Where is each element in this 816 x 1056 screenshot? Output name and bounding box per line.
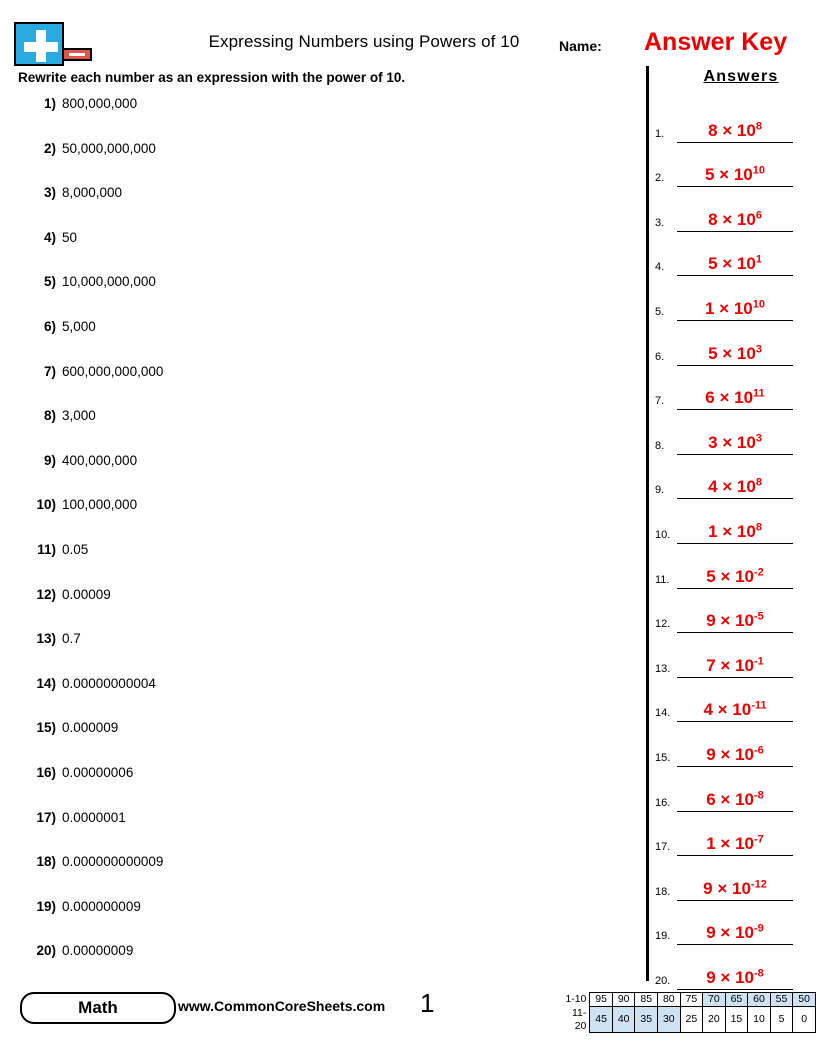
question-text: 0.000009 — [62, 720, 119, 736]
question-row — [22, 96, 632, 141]
answer-row — [655, 372, 805, 417]
question-text: 0.00000009 — [62, 943, 134, 959]
answers-list — [655, 104, 805, 996]
answer-number: 2. — [655, 172, 665, 185]
answer-value: $1 \times 10^8$ — [708, 521, 762, 541]
answer-number: 8. — [655, 439, 665, 452]
question-row — [22, 453, 632, 498]
score-cell: 60 — [748, 993, 771, 1007]
answer-row — [655, 639, 805, 684]
answer-number: 16. — [655, 796, 671, 809]
answer-number: 1. — [655, 127, 665, 140]
answer-number: 6. — [655, 350, 665, 363]
question-text: 400,000,000 — [62, 452, 138, 468]
subject-badge — [20, 992, 176, 1024]
question-row — [22, 408, 632, 453]
score-row-label: 1-10 — [565, 993, 587, 1005]
score-cell: 85 — [635, 993, 658, 1007]
question-number: 5) — [43, 274, 56, 290]
question-number: 2) — [43, 140, 56, 156]
name-label: Name: — [559, 38, 602, 54]
answer-row — [655, 104, 805, 149]
score-cell: 65 — [725, 993, 748, 1007]
answer-value: $5 \times 10^{-2}$ — [706, 565, 764, 586]
score-cell: 40 — [612, 1007, 635, 1033]
answer-row — [655, 907, 805, 952]
logo-minus-icon — [62, 48, 92, 61]
commoncoresheets-logo-icon — [14, 22, 92, 66]
score-cell: 20 — [703, 1007, 726, 1033]
question-row — [22, 810, 632, 855]
question-row — [22, 854, 632, 899]
question-text: 0.00009 — [62, 586, 111, 602]
score-cell: 35 — [635, 1007, 658, 1033]
answer-row — [655, 684, 805, 729]
question-number: 6) — [43, 318, 56, 334]
score-row-2 — [560, 1007, 816, 1033]
question-number: 10) — [36, 497, 56, 513]
score-cell: 90 — [612, 993, 635, 1007]
answer-number: 9. — [655, 484, 665, 497]
question-text: 3,000 — [62, 408, 96, 424]
question-number: 4) — [43, 229, 56, 245]
logo-square — [14, 22, 64, 66]
answer-number: 4. — [655, 261, 665, 274]
answer-row — [655, 550, 805, 595]
score-cell: 45 — [590, 1007, 613, 1033]
answer-number: 10. — [655, 528, 671, 541]
answer-row — [655, 282, 805, 327]
answer-value: $9 \times 10^{-6}$ — [706, 744, 764, 764]
answer-value: $3 \times 10^3$ — [708, 432, 762, 452]
answer-number: 15. — [655, 751, 671, 764]
answer-value: $9 \times 10^{-9}$ — [706, 922, 764, 943]
answer-number: 20. — [655, 974, 671, 987]
question-row — [22, 542, 632, 587]
page-title: Expressing Numbers using Powers of 10 — [208, 32, 520, 51]
question-text: 100,000,000 — [62, 497, 138, 513]
answer-number: 7. — [655, 395, 665, 408]
answer-number: 14. — [655, 707, 671, 720]
question-row — [22, 319, 632, 364]
question-row — [22, 230, 632, 275]
question-number: 12) — [36, 586, 56, 602]
answer-value: $4 \times 10^{-11}$ — [703, 699, 767, 720]
question-text: 0.05 — [62, 541, 89, 557]
score-cell: 10 — [748, 1007, 771, 1033]
question-row — [22, 141, 632, 186]
answer-number: 13. — [655, 662, 671, 675]
question-number: 15) — [36, 720, 56, 736]
footer — [0, 990, 816, 1050]
answer-value: $8 \times 10^6$ — [708, 209, 762, 229]
question-text: 0.00000000004 — [62, 675, 156, 691]
answer-value: $8 \times 10^8$ — [708, 119, 762, 140]
answer-row — [655, 773, 805, 818]
question-number: 9) — [43, 452, 56, 468]
question-row — [22, 899, 632, 944]
logo-plus-horizontal — [24, 42, 58, 52]
website-url: www.CommonCoreSheets.com — [178, 998, 386, 1014]
answer-value: $9 \times 10^{-8}$ — [706, 967, 764, 987]
column-divider — [646, 66, 649, 981]
answer-value: $5 \times 10^3$ — [708, 342, 762, 363]
question-number: 19) — [36, 898, 56, 914]
score-cell: 55 — [770, 993, 793, 1007]
answer-row — [655, 327, 805, 372]
answer-value: $6 \times 10^{11}$ — [705, 387, 765, 408]
question-number: 13) — [36, 631, 56, 647]
question-text: 0.00000006 — [62, 764, 134, 780]
score-cell: 25 — [680, 1007, 703, 1033]
answer-value: $5 \times 10^1$ — [708, 253, 762, 274]
question-text: 10,000,000,000 — [62, 274, 156, 290]
question-number: 17) — [36, 809, 56, 825]
question-row — [22, 631, 632, 676]
answer-row — [655, 461, 805, 506]
question-row — [22, 720, 632, 765]
answer-row — [655, 193, 805, 238]
question-number: 8) — [43, 408, 56, 424]
question-text: 8,000,000 — [62, 185, 123, 201]
score-cell: 95 — [590, 993, 613, 1007]
question-text: 800,000,000 — [62, 96, 138, 111]
score-cell: 70 — [703, 993, 726, 1007]
answer-value: $5 \times 10^{10}$ — [705, 164, 765, 185]
question-number: 7) — [43, 363, 56, 379]
question-number: 3) — [43, 185, 56, 201]
score-cell: 0 — [793, 1007, 816, 1033]
answer-row — [655, 728, 805, 773]
answer-number: 17. — [655, 841, 671, 854]
question-row — [22, 364, 632, 409]
subject-label: Math — [78, 998, 118, 1017]
question-row — [22, 587, 632, 632]
answers-heading: Answers — [703, 68, 779, 85]
instructions: Rewrite each number as an expression with the power of 10. — [18, 70, 406, 85]
score-cell: 30 — [658, 1007, 681, 1033]
question-row — [22, 497, 632, 542]
answer-value: $1 \times 10^{10}$ — [705, 298, 765, 318]
question-text: 0.000000009 — [62, 898, 141, 914]
answer-row — [655, 818, 805, 863]
answer-value: $9 \times 10^{-12}$ — [703, 878, 767, 898]
question-text: 600,000,000,000 — [62, 363, 164, 379]
question-number: 11) — [37, 541, 56, 557]
question-row — [22, 943, 632, 988]
answer-number: 12. — [655, 618, 671, 631]
question-text: 5,000 — [62, 318, 96, 334]
score-row-1 — [560, 993, 816, 1007]
question-number: 18) — [36, 854, 56, 870]
answer-value: $6 \times 10^{-8}$ — [706, 788, 764, 809]
answer-row — [655, 149, 805, 194]
answer-value: $9 \times 10^{-5}$ — [706, 610, 764, 631]
answer-number: 11. — [655, 573, 670, 586]
question-number: 16) — [36, 764, 56, 780]
answer-number: 18. — [655, 885, 671, 898]
answer-value: $1 \times 10^{-7}$ — [706, 833, 764, 854]
page-number: 1 — [420, 988, 435, 1018]
question-text: 0.7 — [62, 631, 81, 647]
question-number: 14) — [36, 675, 56, 691]
score-cell: 15 — [725, 1007, 748, 1033]
answer-number: 3. — [655, 216, 665, 229]
question-text: 0.0000001 — [62, 809, 126, 825]
question-text: 50,000,000,000 — [62, 140, 156, 156]
answer-number: 5. — [655, 305, 665, 318]
question-row — [22, 765, 632, 810]
score-table — [560, 992, 816, 1033]
question-row — [22, 185, 632, 230]
answer-row — [655, 595, 805, 640]
questions-list — [22, 96, 632, 988]
score-cell: 5 — [770, 1007, 793, 1033]
answer-row — [655, 416, 805, 461]
header — [14, 22, 802, 66]
question-text: 0.000000000009 — [62, 854, 164, 870]
answer-row — [655, 505, 805, 550]
answer-row — [655, 238, 805, 283]
answer-value: $7 \times 10^{-1}$ — [706, 655, 764, 675]
question-number: 1) — [43, 96, 56, 111]
score-cell: 80 — [658, 993, 681, 1007]
answer-value: $4 \times 10^8$ — [708, 476, 762, 497]
answer-row — [655, 862, 805, 907]
question-row — [22, 274, 632, 319]
answer-key-badge: Answer Key — [644, 28, 788, 56]
score-row-label: 11-20 — [571, 1006, 587, 1032]
question-row — [22, 676, 632, 721]
score-cell: 75 — [680, 993, 703, 1007]
question-number: 20) — [36, 943, 56, 959]
score-cell: 50 — [793, 993, 816, 1007]
answer-number: 19. — [655, 930, 671, 943]
question-text: 50 — [62, 229, 78, 245]
